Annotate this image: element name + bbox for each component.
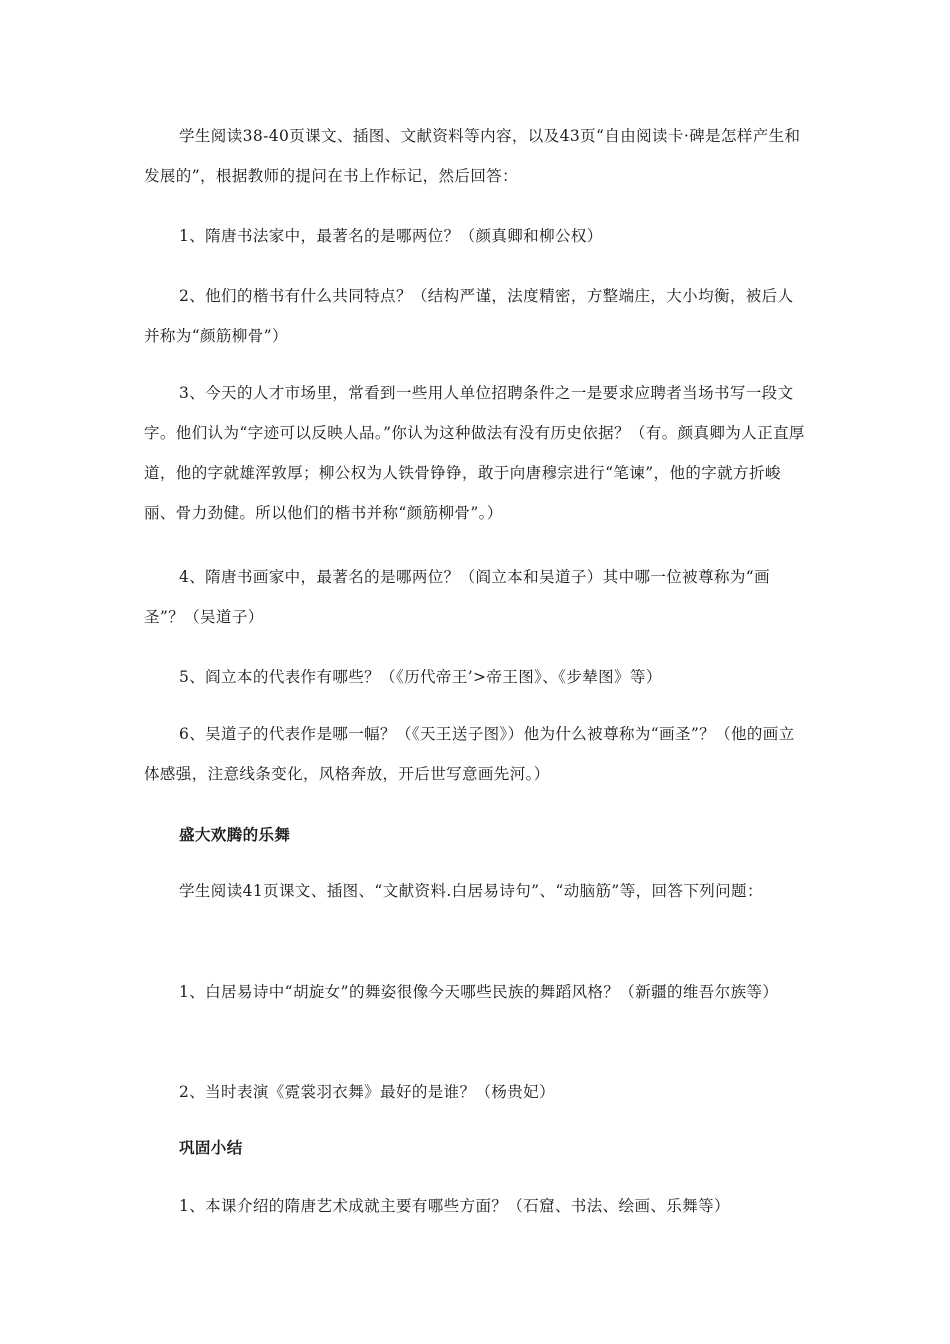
question-4: 4、隋唐书画家中，最著名的是哪两位？（阎立本和吴道子）其中哪一位被尊称为“画圣”？（吴道子） <box>144 568 770 626</box>
question-3: 3、今天的人才市场里，常看到一些用人单位招聘条件之一是要求应聘者当场书写一段文字。他们认为“字迹可以反映人品。”你认为这种做法有没有历史依据？（有。颜真卿为人正直厚道，他的字就雄浑敦厚；柳公权为人铁骨铮铮，敢于向唐穆宗进行“笔谏”，他的字就方折峻丽、骨力劲健。所以他们的楷书并称“颜筋柳骨”。） <box>144 384 805 522</box>
question-6: 6、吴道子的代表作是哪一幅？（《天王送子图》）他为什么被尊称为“画圣”？（他的画立体感强，注意线条变化，风格奔放，开后世写意画先河。） <box>144 725 795 783</box>
intro-paragraph: 学生阅读38-40页课文、插图、文献资料等内容，以及43页“自由阅读卡·碑是怎样产生和发展的”，根据教师的提问在书上作标记，然后回答： <box>144 127 801 185</box>
question-5: 5、阎立本的代表作有哪些？（《历代帝王’>帝王图》、《步辇图》等） <box>179 668 662 686</box>
music-intro-paragraph: 学生阅读41页课文、插图、“文献资料.白居易诗句”、“动脑筋”等，回答下列问题： <box>179 882 763 900</box>
question-2: 2、他们的楷书有什么共同特点？（结构严谨，法度精密，方整端庄，大小均衡，被后人并称为“颜筋柳骨”） <box>144 287 794 345</box>
question-1: 1、隋唐书法家中，最著名的是哪两位？（颜真卿和柳公权） <box>179 227 603 245</box>
music-question-1: 1、白居易诗中“胡旋女”的舞姿很像今天哪些民族的舞蹈风格？（新疆的维吾尔族等） <box>179 983 779 1001</box>
section-heading-music-dance: 盛大欢腾的乐舞 <box>179 825 291 844</box>
summary-question-1: 1、本课介绍的隋唐艺术成就主要有哪些方面？（石窟、书法、绘画、乐舞等） <box>179 1197 730 1215</box>
music-question-2: 2、当时表演《霓裳羽衣舞》最好的是谁？（杨贵妃） <box>179 1083 555 1101</box>
section-heading-summary: 巩固小结 <box>179 1138 243 1157</box>
